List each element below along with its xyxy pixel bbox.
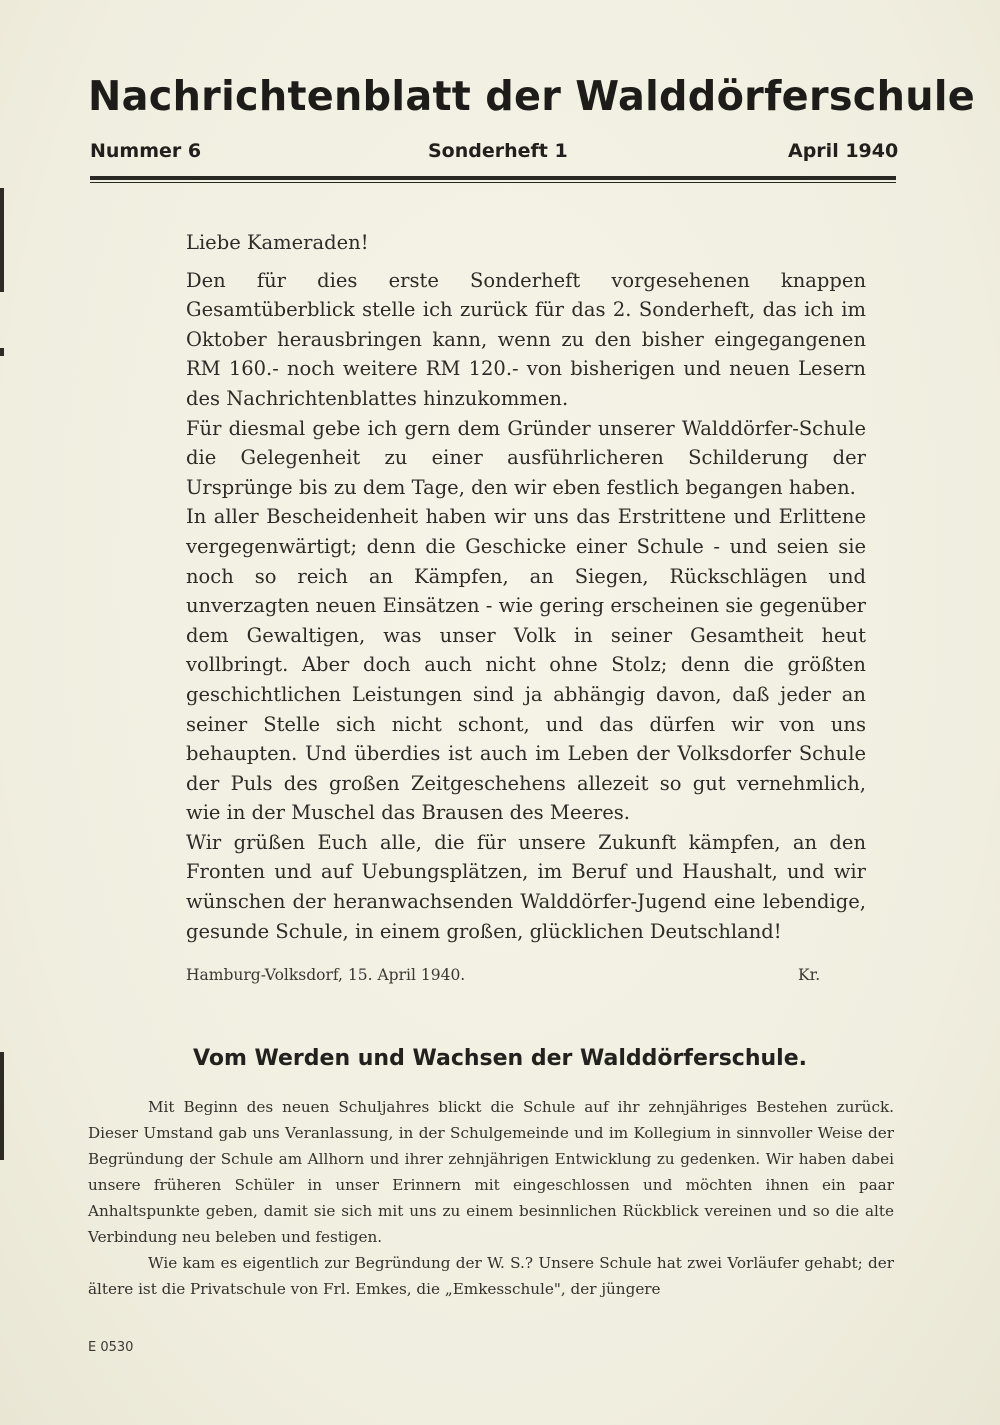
- masthead-rule-thin: [90, 182, 896, 183]
- letter-salutation: Liebe Kameraden!: [186, 231, 369, 254]
- place-date: Hamburg-Volksdorf, 15. April 1940.: [186, 966, 466, 984]
- letter-paragraph: Wir grüßen Euch alle, die für unsere Zukunft kämpfen, an den Fronten und auf Uebungsplätzen, im Beruf und Haushalt, und wir wünschen der heranwachsenden Walddörfer-Jugend eine lebendige, gesunde Schule, in einem großen, glücklichen Deutschland!: [186, 830, 866, 943]
- article-body: [88, 1094, 894, 1302]
- letter-paragraph: In aller Bescheidenheit haben wir uns das Erstrittene und Erlittene vergegenwärtigt; denn die Geschicke einer Schule - und seien sie noch so reich an Kämpfen, an Siegen, Rückschlägen und unverzagten neuen Einsätzen - wie gering erscheinen sie gegenüber dem Gewaltigen, was unser Volk in seiner Gesamtheit heut vollbringt. Aber doch auch nicht ohne Stolz; denn die größten geschichtlichen Leistungen sind ja abhängig davon, daß jeder an seiner Stelle sich nicht schont, und das dürfen wir von uns behaupten. Und überdies ist auch im Leben der Volksdorfer Schule der Puls des großen Zeitgeschehens allezeit so gut vernehmlich, wie in der Muschel das Brausen des Meeres.: [186, 505, 866, 825]
- letter-paragraph: Für diesmal gebe ich gern dem Gründer unserer Walddörfer-Schule die Gelegenheit zu einer ausführlicheren Schilderung der Ursprünge bis zu dem Tage, den wir eben festlich begangen haben.: [186, 416, 866, 499]
- letter: [186, 228, 866, 946]
- article-paragraph: Wie kam es eigentlich zur Begründung der W. S.? Unsere Schule hat zwei Vorläufer gehabt; der ältere ist die Privatschule von Frl. Emkes, die „Emkesschule", der jüngere: [88, 1254, 894, 1298]
- binding-mark: [0, 348, 4, 356]
- letter-paragraph: Den für dies erste Sonderheft vorgesehenen knappen Gesamtüberblick stelle ich zurück für das 2. Sonderheft, das ich im Oktober herausbringen kann, wenn zu den bisher eingegangenen RM 160.- noch weitere RM 120.- von bisherigen und neuen Lesern des Nachrichtenblattes hinzukommen.: [186, 268, 866, 410]
- special-issue: Sonderheft 1: [428, 140, 568, 162]
- masthead-title: Nachrichtenblatt der Walddörferschule: [88, 72, 976, 120]
- issue-number: Nummer 6: [90, 140, 202, 162]
- article-heading: Vom Werden und Wachsen der Walddörferschule.: [193, 1046, 807, 1071]
- archive-code: E 0530: [88, 1340, 134, 1355]
- author-initials: Kr.: [798, 966, 821, 984]
- issue-date: April 1940: [788, 140, 899, 162]
- article-paragraph: Mit Beginn des neuen Schuljahres blickt die Schule auf ihr zehnjähriges Bestehen zurück. Dieser Umstand gab uns Veranlassung, in der Schulgemeinde und im Kollegium in sinnvoller Weise der Begründung der Schule am Allhorn und ihrer zehnjährigen Entwicklung zu gedenken. Wir haben dabei unsere früheren Schüler in unser Erinnern mit eingeschlossen und möchten ihnen ein paar Anhaltspunkte geben, damit sie sich mit uns zu einem besinnlichen Rückblick vereinen und so die alte Verbindung neu beleben und festigen.: [88, 1098, 894, 1246]
- binding-mark: [0, 188, 4, 292]
- masthead-rule: [90, 176, 896, 180]
